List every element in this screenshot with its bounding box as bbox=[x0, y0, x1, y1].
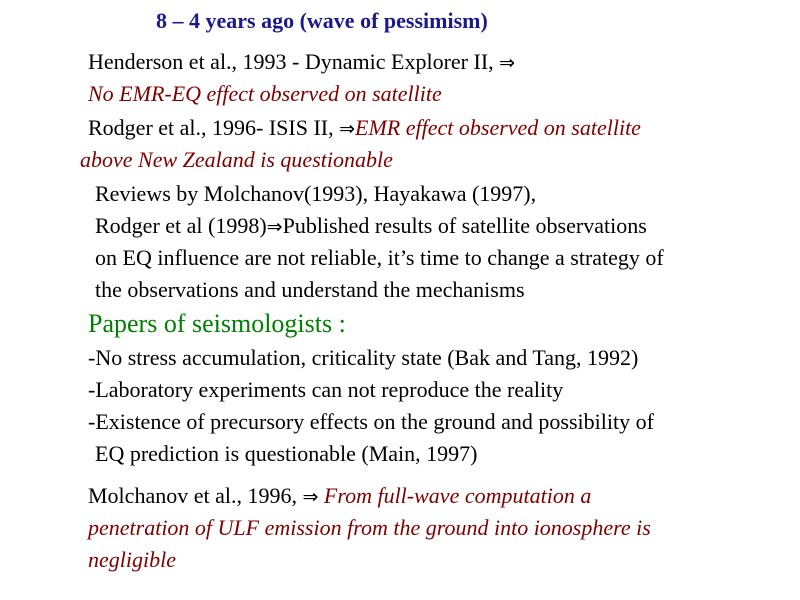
rodger1996-citation bbox=[88, 112, 641, 145]
reviews-conclusion: Published results of satellite observations bbox=[282, 213, 647, 238]
implies-symbol: ⇒ bbox=[266, 216, 283, 238]
implies-symbol: ⇒ bbox=[339, 118, 356, 140]
implies-symbol: ⇒ bbox=[302, 486, 319, 508]
seismologists-item1: -No stress accumulation, criticality state (Bak and Tang, 1992) bbox=[88, 345, 639, 370]
reviews-line2 bbox=[95, 210, 647, 243]
seismologists-item3-line2: EQ prediction is questionable (Main, 1997) bbox=[95, 441, 478, 466]
reviews-rodger1998: Rodger et al (1998) bbox=[95, 213, 267, 238]
molchanov1996-result-line3: negligible bbox=[88, 547, 176, 572]
molchanov1996-result-line2: penetration of ULF emission from the ground into ionosphere is bbox=[88, 515, 651, 540]
molchanov1996-citation bbox=[88, 480, 591, 513]
seismologists-item2: -Laboratory experiments can not reproduce the reality bbox=[88, 377, 564, 402]
molchanov1996-text: Molchanov et al., 1996, bbox=[88, 483, 303, 508]
reviews-line1: Reviews by Molchanov(1993), Hayakawa (1997), bbox=[95, 181, 537, 206]
henderson-citation bbox=[88, 46, 515, 79]
henderson-result: No EMR-EQ effect observed on satellite bbox=[88, 81, 442, 106]
reviews-line4: the observations and understand the mechanisms bbox=[95, 277, 525, 302]
rodger1996-result-line1: EMR effect observed on satellite bbox=[355, 115, 641, 140]
reviews-line3: on EQ influence are not reliable, it’s time to change a strategy of bbox=[95, 245, 664, 270]
slide-title: 8 – 4 years ago (wave of pessimism) bbox=[156, 8, 488, 33]
seismologists-heading: Papers of seismologists : bbox=[88, 309, 346, 338]
seismologists-item3-line1: -Existence of precursory effects on the ground and possibility of bbox=[88, 409, 654, 434]
rodger1996-result-line2: above New Zealand is questionable bbox=[80, 147, 393, 172]
molchanov1996-result-line1: From full-wave computation a bbox=[323, 483, 592, 508]
rodger1996-text: Rodger et al., 1996- ISIS II, bbox=[88, 115, 340, 140]
implies-symbol: ⇒ bbox=[499, 52, 516, 74]
henderson-text: Henderson et al., 1993 - Dynamic Explorer II, bbox=[88, 49, 500, 74]
